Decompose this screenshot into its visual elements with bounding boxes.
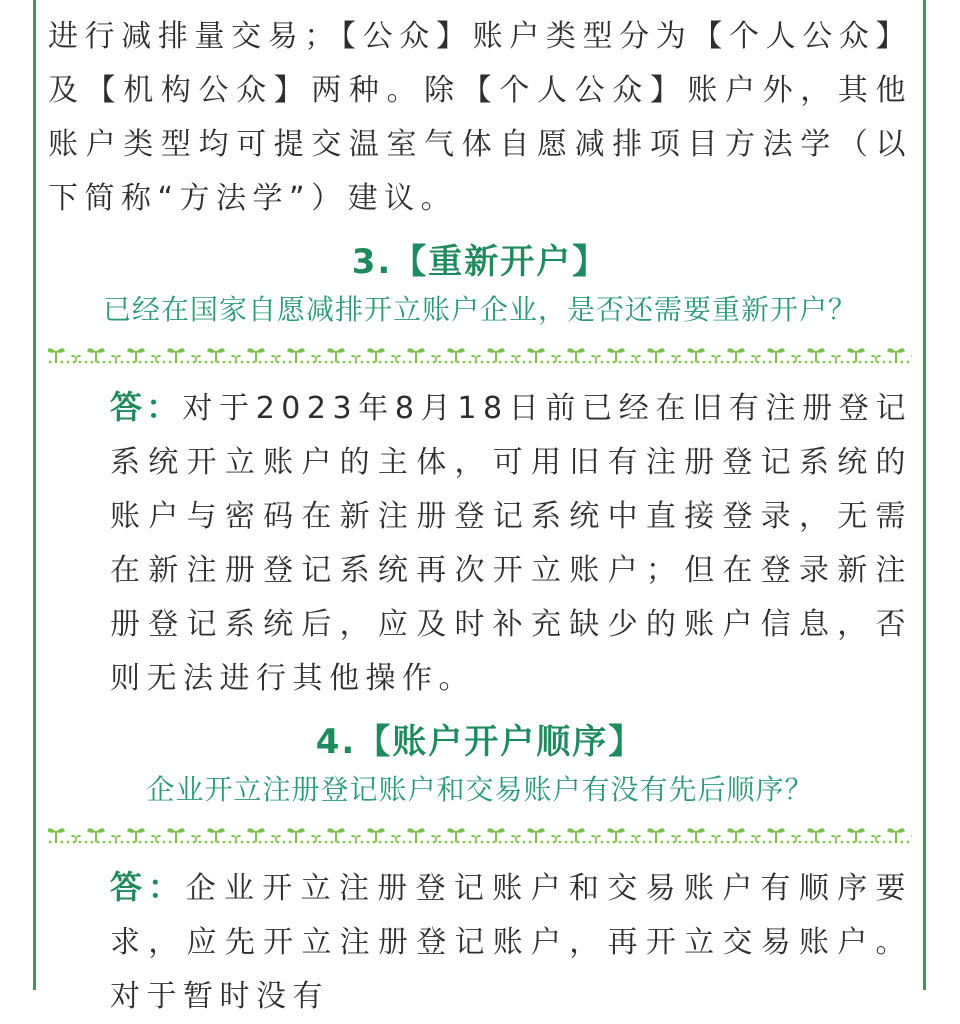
answer-label: 答：: [110, 868, 186, 906]
section-account-order: [48, 716, 912, 1024]
answer-paragraph: [48, 380, 912, 706]
answer-paragraph: [48, 860, 912, 1024]
section-title: 4.【账户开户顺序】: [315, 722, 645, 762]
section-reopen-account: [48, 236, 912, 706]
section-title: 3.【重新开户】: [351, 242, 609, 282]
sprout-divider: [48, 340, 912, 366]
intro-paragraph: 进行减排量交易；【公众】账户类型分为【个人公众】及【机构公众】两种。除【个人公众】账户外，其他账户类型均可提交温室气体自愿减排项目方法学（以下简称“方法学”）建议。: [48, 19, 912, 216]
sprout-icon: [48, 820, 912, 846]
sprout-divider: [48, 820, 912, 846]
sprout-icon: [48, 340, 912, 366]
answer-text: 企业开立注册登记账户和交易账户有顺序要求，应先开立注册登记账户，再开立交易账户。对于暂时没有: [110, 871, 912, 1014]
answer-text: 对于2023年8月18日前已经在旧有注册登记系统开立账户的主体，可用旧有注册登记系统的账户与密码在新注册登记系统中直接登录，无需在新注册登记系统再次开立账户；但在登录新注册登记系统后，应及时补充缺少的账户信息，否则无法进行其他操作。: [110, 391, 912, 696]
article-body: [48, 10, 912, 1024]
answer-label: 答：: [110, 388, 183, 426]
section-question: 已经在国家自愿减排开立账户企业，是否还需要重新开户？: [102, 293, 857, 326]
section-question: 企业开立注册登记账户和交易账户有没有先后顺序？: [146, 773, 814, 806]
